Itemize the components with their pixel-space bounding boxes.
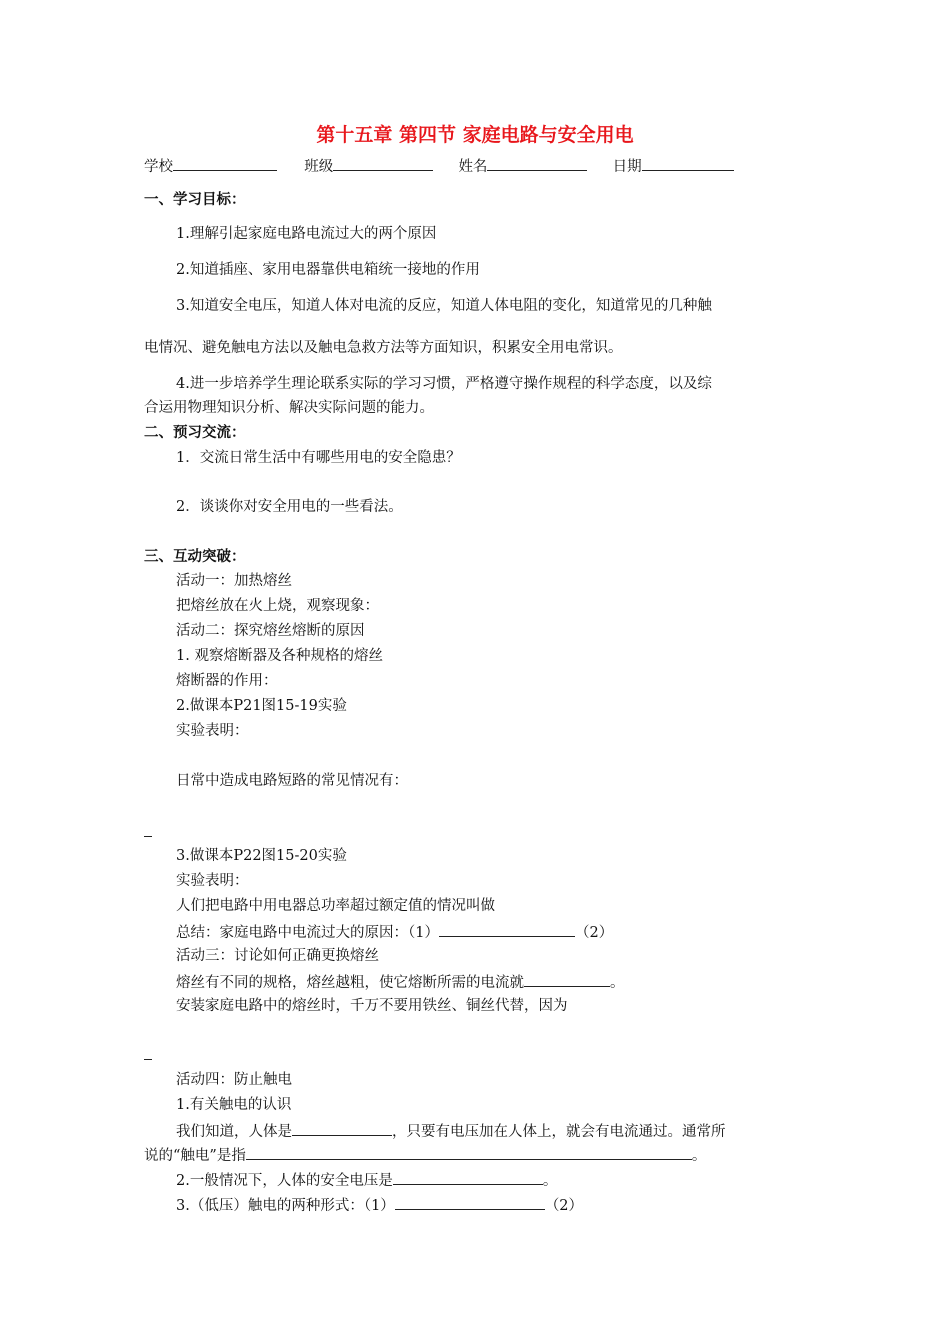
- shock-forms-blank-1[interactable]: [395, 1194, 545, 1210]
- short-circuit-prompt: 日常中造成电路短路的常见情况有：: [176, 773, 408, 789]
- summary-text: 总结：家庭电路中电流过大的原因：（1）: [176, 925, 439, 941]
- shock-definition-end: 。: [691, 1148, 707, 1164]
- body-conductor-blank[interactable]: [292, 1120, 392, 1136]
- goal-item-3-line-1: 3.知道安全电压，知道人体对电流的反应，知道人体电阻的变化，知道常见的几种触: [176, 298, 712, 314]
- safe-voltage-end: 。: [542, 1173, 558, 1189]
- fuse-role-prompt: 熔断器的作用：: [176, 673, 278, 689]
- activity-4-step-1: 1.有关触电的认识: [176, 1097, 292, 1113]
- activity-4-title: 活动四：防止触电: [176, 1072, 292, 1088]
- goal-item-2: 2.知道插座、家用电器靠供电箱统一接地的作用: [176, 262, 480, 278]
- body-conductor-text-b: ，只要有电压加在人体上，就会有电流通过。通常所: [392, 1124, 726, 1140]
- goal-item-1: 1.理解引起家庭电路电流过大的两个原因: [176, 226, 437, 242]
- summary-blank-1[interactable]: [439, 921, 575, 937]
- section-heading-preview: 二、预习交流：: [144, 424, 246, 441]
- fuse-spec-text: 熔丝有不同的规格，熔丝越粗，使它熔断所需的电流就: [176, 975, 524, 991]
- safe-voltage-blank[interactable]: [393, 1169, 543, 1185]
- summary-row: [176, 921, 613, 943]
- name-label: 姓名: [458, 159, 488, 175]
- shock-forms-text-2: （2）: [544, 1198, 584, 1214]
- activity-1-title: 活动一：加热熔丝: [176, 573, 292, 589]
- safe-voltage-text: 2.一般情况下，人体的安全电压是: [176, 1173, 393, 1189]
- activity-2-title: 活动二：探究熔丝熔断的原因: [176, 623, 365, 639]
- school-label: 学校: [144, 159, 173, 175]
- fuse-install-text: 安装家庭电路中的熔丝时，千万不要用铁丝、铜丝代替，因为: [176, 998, 568, 1014]
- answer-line-mark-2: [144, 1059, 152, 1060]
- body-conductor-text-a: 我们知道，人体是: [176, 1124, 292, 1140]
- date-label: 日期: [612, 159, 642, 175]
- activity-2-step-2: 2.做课本P21图15-19实验: [176, 698, 347, 714]
- shock-forms-row: [176, 1194, 583, 1216]
- page-title: 第十五章 第四节 家庭电路与安全用电: [316, 124, 634, 146]
- summary-text-2: （2）: [574, 925, 614, 941]
- answer-line-mark: [144, 836, 152, 837]
- name-blank[interactable]: [487, 155, 587, 171]
- activity-1-task: 把熔丝放在火上烧，观察现象：: [176, 598, 379, 614]
- goal-item-4-line-2: 合运用物理知识分析、解决实际问题的能力。: [144, 400, 434, 416]
- header-info-row: [144, 155, 734, 177]
- overload-definition: 人们把电路中用电器总功率超过额定值的情况叫做: [176, 898, 495, 914]
- date-blank[interactable]: [642, 155, 734, 171]
- shock-definition-row: [144, 1144, 706, 1166]
- preview-item-2: 2．谈谈你对安全用电的一些看法。: [176, 499, 403, 515]
- school-blank[interactable]: [173, 155, 277, 171]
- fuse-spec-row: [176, 971, 625, 993]
- shock-forms-text: 3.（低压）触电的两种形式：（1）: [176, 1198, 395, 1214]
- fuse-current-blank[interactable]: [524, 971, 610, 987]
- activity-2-step-3: 3.做课本P22图15-20实验: [176, 848, 347, 864]
- goal-item-4-line-1: 4.进一步培养学生理论联系实际的学习习惯，严格遵守操作规程的科学态度，以及综: [176, 376, 712, 392]
- section-heading-interactive: 三、互动突破：: [144, 548, 246, 565]
- preview-item-1: 1．交流日常生活中有哪些用电的安全隐患？: [176, 450, 461, 466]
- fuse-spec-end: 。: [610, 975, 625, 991]
- experiment-result-1: 实验表明：: [176, 723, 249, 739]
- activity-2-step-1: 1. 观察熔断器及各种规格的熔丝: [176, 648, 383, 664]
- safe-voltage-row: [176, 1169, 557, 1191]
- shock-definition-text: 说的“触电”是指: [144, 1148, 246, 1164]
- activity-3-title: 活动三：讨论如何正确更换熔丝: [176, 948, 379, 964]
- experiment-result-2: 实验表明：: [176, 873, 249, 889]
- section-heading-goals: 一、学习目标：: [144, 191, 246, 208]
- class-label: 班级: [304, 159, 334, 175]
- goal-item-3-line-2: 电情况、避免触电方法以及触电急救方法等方面知识，积累安全用电常识。: [144, 340, 623, 356]
- shock-definition-blank[interactable]: [246, 1144, 692, 1160]
- body-conductor-row: [176, 1120, 726, 1142]
- class-blank[interactable]: [333, 155, 433, 171]
